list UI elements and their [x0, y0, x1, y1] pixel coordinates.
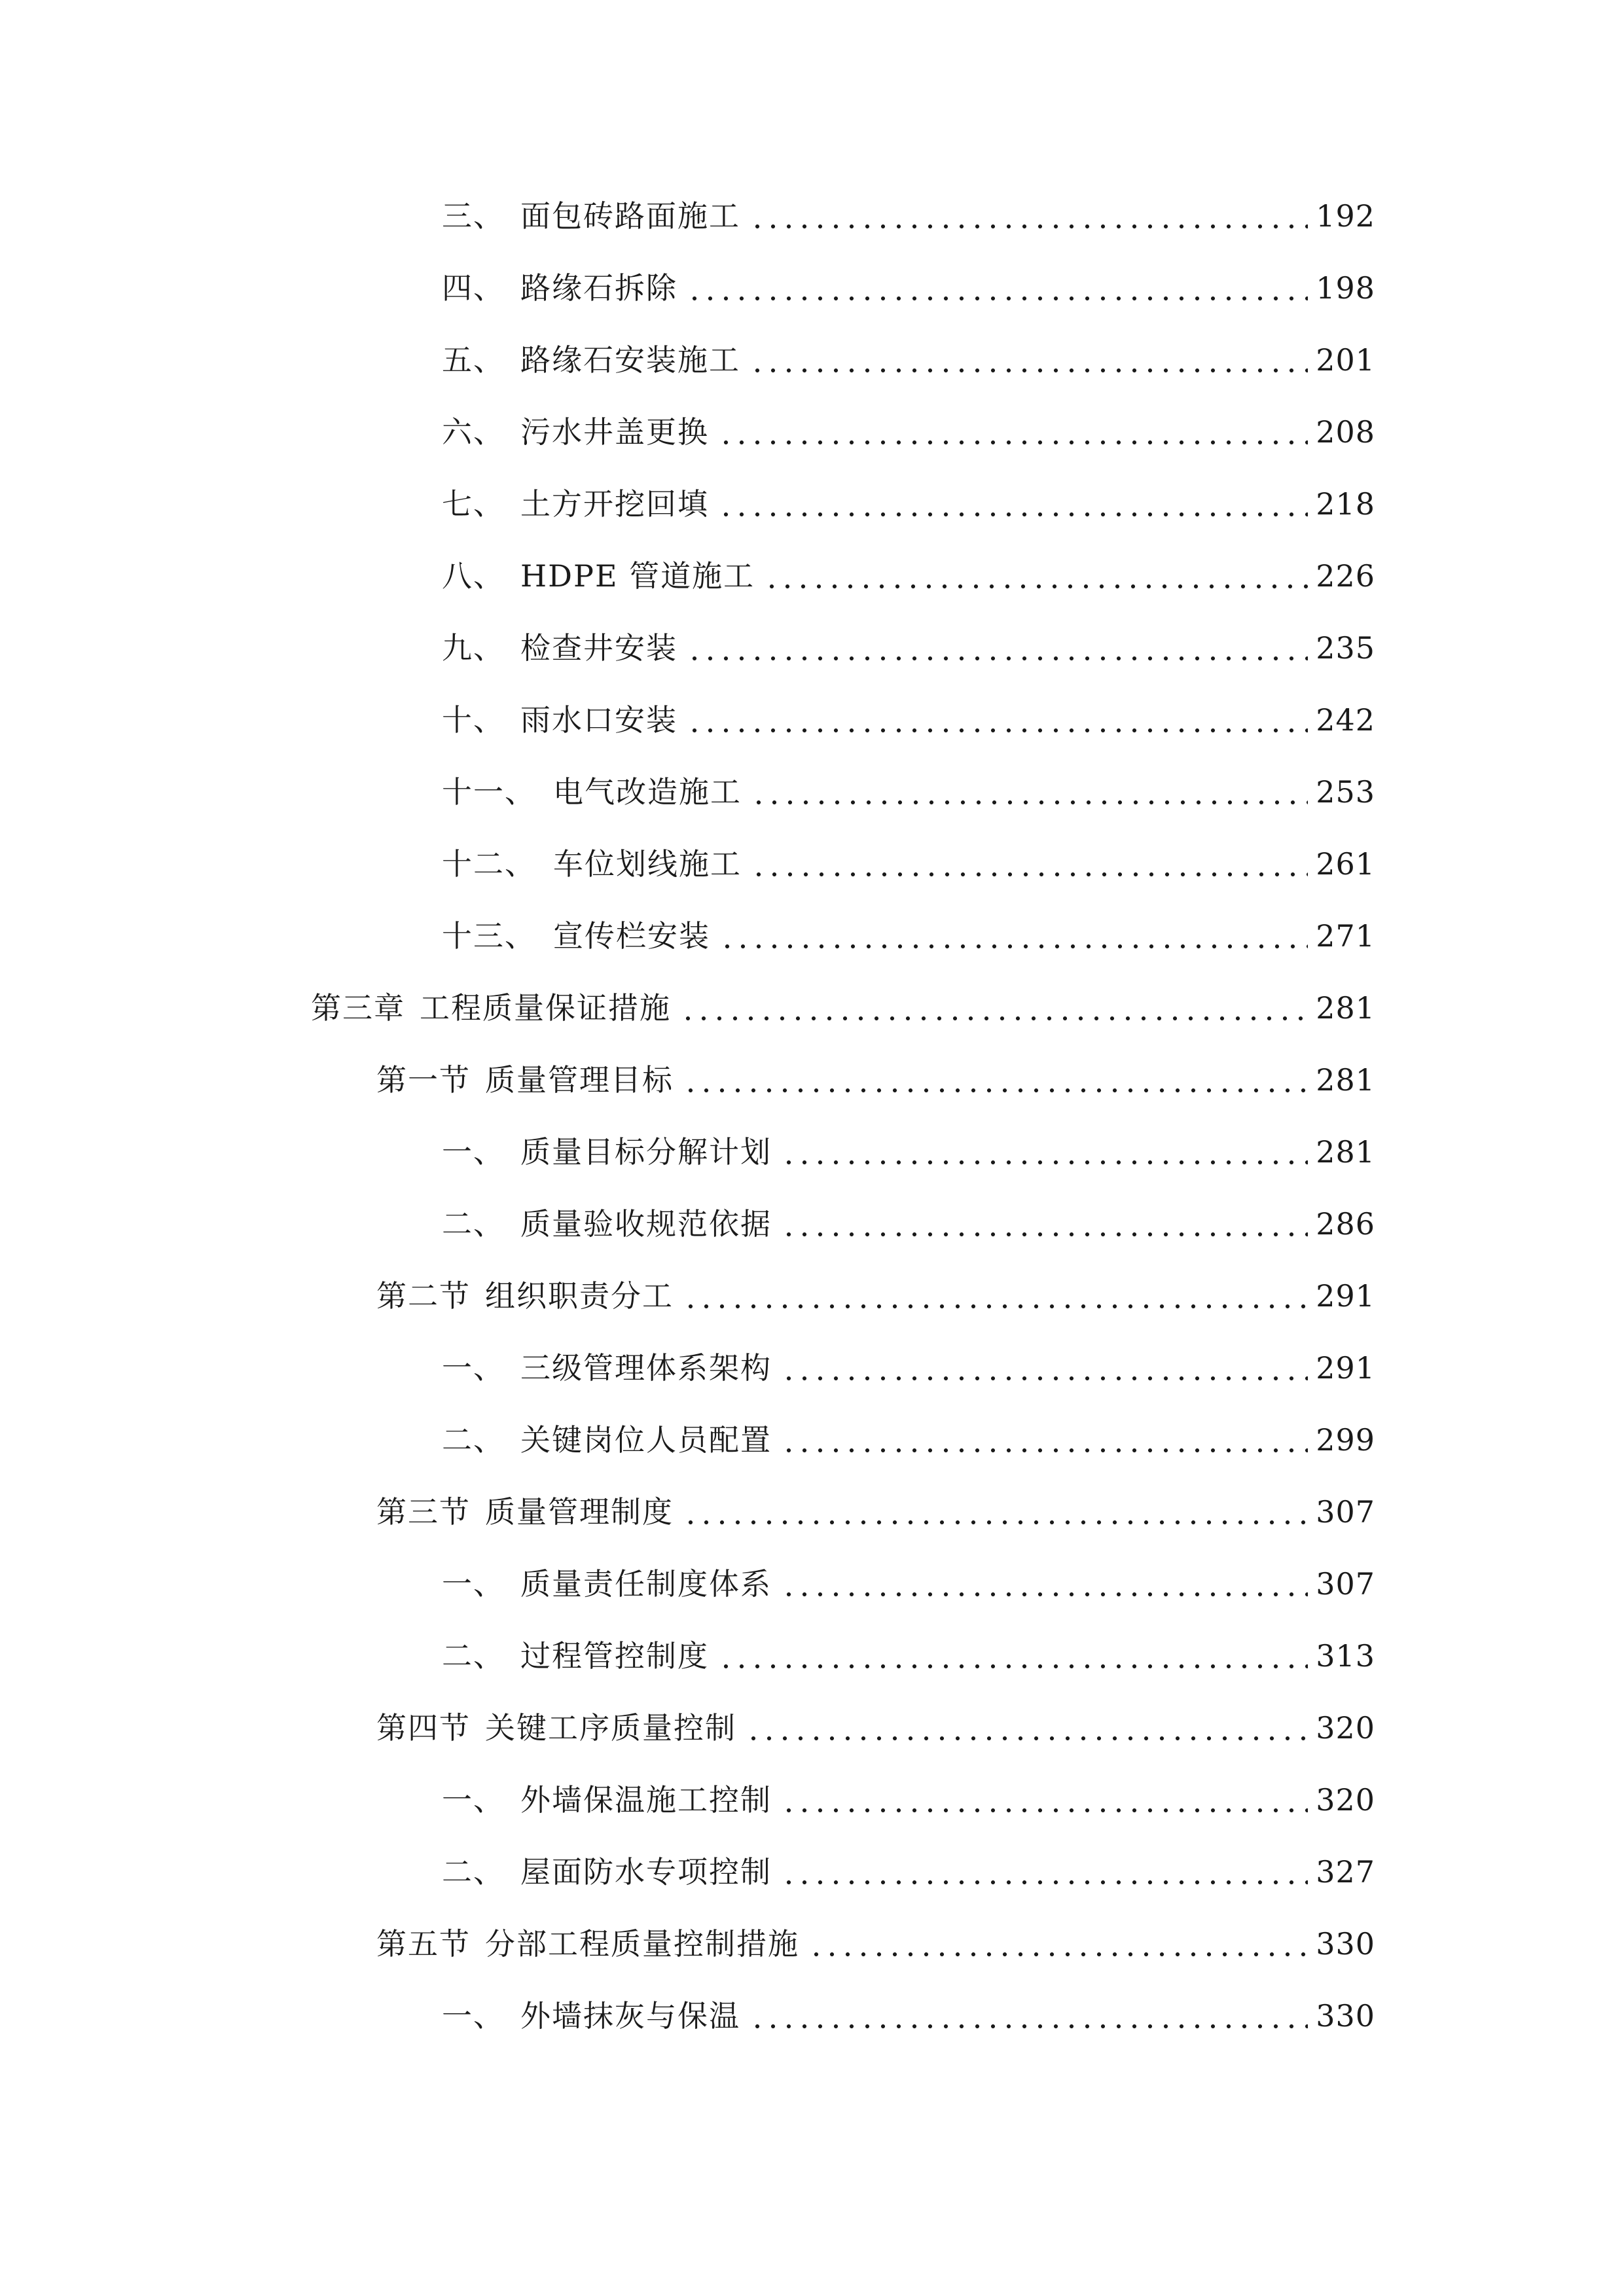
- toc-section-entry[interactable]: [376, 1702, 1375, 1754]
- toc-section-entry[interactable]: [376, 1486, 1375, 1538]
- dot-leader: [751, 872, 1308, 877]
- toc-entry-title: 过程管控制度: [520, 1638, 709, 1674]
- toc-entry-title: HDPE 管道施工: [520, 558, 755, 594]
- toc-entry-number: 十三、: [442, 918, 536, 954]
- toc-entry-title: 宣传栏安装: [553, 918, 710, 954]
- dot-leader: [808, 1952, 1308, 1957]
- toc-entry-page: 198: [1316, 270, 1375, 306]
- toc-section-entry[interactable]: [376, 1270, 1375, 1322]
- toc-entry-page: 235: [1316, 630, 1375, 666]
- dot-leader: [718, 512, 1308, 517]
- toc-entry[interactable]: [442, 1126, 1375, 1178]
- toc-entry-page: 307: [1316, 1566, 1375, 1602]
- toc-entry[interactable]: [442, 1414, 1375, 1466]
- toc-entry-page: 226: [1316, 558, 1375, 594]
- toc-entry-page: 286: [1316, 1206, 1375, 1242]
- toc-entry-page: 271: [1316, 918, 1375, 954]
- dot-leader: [751, 800, 1308, 805]
- dot-leader: [718, 1664, 1308, 1669]
- toc-entry[interactable]: [442, 1342, 1375, 1394]
- toc-entry-title: 屋面防水专项控制: [520, 1854, 772, 1890]
- toc-entry[interactable]: [442, 478, 1375, 530]
- toc-entry-title: 工程质量保证措施: [420, 990, 671, 1026]
- dot-leader: [781, 1592, 1308, 1597]
- toc-entry-title: 分部工程质量控制措施: [485, 1926, 799, 1962]
- toc-entry[interactable]: [442, 1990, 1375, 2042]
- toc-entry-title: 质量管理制度: [485, 1494, 674, 1530]
- toc-entry-title: 外墙抹灰与保温: [520, 1998, 740, 2034]
- toc-entry-number: 五、: [442, 342, 505, 378]
- toc-entry-title: 关键工序质量控制: [485, 1710, 736, 1746]
- toc-entry-page: 208: [1316, 414, 1375, 450]
- toc-entry-number: 二、: [442, 1854, 505, 1890]
- toc-entry-title: 质量责任制度体系: [520, 1566, 772, 1602]
- dot-leader: [749, 368, 1308, 373]
- toc-entry-number: 第三章: [311, 990, 405, 1026]
- toc-section-entry[interactable]: [376, 1918, 1375, 1970]
- dot-leader: [764, 584, 1308, 589]
- toc-entry-number: 一、: [442, 1566, 505, 1602]
- toc-entry-number: 一、: [442, 1998, 505, 2034]
- toc-entry-page: 253: [1316, 774, 1375, 810]
- dot-leader: [781, 1880, 1308, 1885]
- toc-entry-title: 质量目标分解计划: [520, 1134, 772, 1170]
- toc-entry-page: 201: [1316, 342, 1375, 378]
- toc-entry-title: 质量验收规范依据: [520, 1206, 772, 1242]
- toc-entry-title: 外墙保温施工控制: [520, 1782, 772, 1818]
- toc-entry-page: 299: [1316, 1422, 1375, 1458]
- toc-entry-title: 三级管理体系架构: [520, 1350, 772, 1386]
- toc-entry-page: 291: [1316, 1278, 1375, 1314]
- toc-entry[interactable]: [442, 910, 1375, 962]
- toc-entry-number: 第四节: [376, 1710, 471, 1746]
- toc-entry-title: 雨水口安装: [520, 702, 677, 738]
- dot-leader: [781, 1376, 1308, 1381]
- toc-entry[interactable]: [442, 1558, 1375, 1610]
- dot-leader: [781, 1448, 1308, 1453]
- toc-section-entry[interactable]: [376, 1054, 1375, 1106]
- toc-entry-number: 三、: [442, 198, 505, 234]
- toc-entry-page: 330: [1316, 1926, 1375, 1962]
- toc-entry-page: 281: [1316, 990, 1375, 1026]
- toc-entry-page: 320: [1316, 1710, 1375, 1746]
- toc-entry[interactable]: [442, 334, 1375, 386]
- toc-entry[interactable]: [442, 406, 1375, 458]
- dot-leader: [781, 1160, 1308, 1165]
- toc-entry[interactable]: [442, 694, 1375, 746]
- toc-entry-page: 192: [1316, 198, 1375, 234]
- toc-entry[interactable]: [442, 1630, 1375, 1682]
- toc-entry-page: 242: [1316, 702, 1375, 738]
- toc-entry-number: 二、: [442, 1422, 505, 1458]
- toc-entry[interactable]: [442, 190, 1375, 242]
- toc-entry-title: 组织职责分工: [485, 1278, 674, 1314]
- dot-leader: [687, 296, 1308, 301]
- dot-leader: [683, 1088, 1308, 1093]
- toc-entry-title: 电气改造施工: [553, 774, 742, 810]
- dot-leader: [749, 2024, 1308, 2029]
- toc-entry-page: 218: [1316, 486, 1375, 522]
- toc-entry-number: 四、: [442, 270, 505, 306]
- toc-chapter-entry[interactable]: [311, 982, 1375, 1034]
- toc-entry-number: 第二节: [376, 1278, 471, 1314]
- toc-entry[interactable]: [442, 262, 1375, 314]
- toc-entry-page: 330: [1316, 1998, 1375, 2034]
- toc-entry-number: 一、: [442, 1782, 505, 1818]
- dot-leader: [680, 1016, 1308, 1021]
- dot-leader: [687, 656, 1308, 661]
- toc-entry-title: 污水井盖更换: [520, 414, 709, 450]
- toc-entry-number: 七、: [442, 486, 505, 522]
- toc-entry-number: 二、: [442, 1638, 505, 1674]
- toc-entry-title: 车位划线施工: [553, 846, 742, 882]
- toc-entry[interactable]: [442, 838, 1375, 890]
- toc-entry-number: 一、: [442, 1134, 505, 1170]
- toc-entry[interactable]: [442, 766, 1375, 818]
- toc-entry-page: 281: [1316, 1062, 1375, 1098]
- toc-entry-page: 313: [1316, 1638, 1375, 1674]
- toc-entry-title: 检查井安装: [520, 630, 677, 666]
- toc-entry-number: 九、: [442, 630, 505, 666]
- toc-entry-page: 307: [1316, 1494, 1375, 1530]
- toc-entry-number: 十一、: [442, 774, 536, 810]
- dot-leader: [718, 440, 1308, 445]
- toc-entry-title: 路缘石拆除: [520, 270, 677, 306]
- toc-entry-page: 320: [1316, 1782, 1375, 1818]
- toc-entry-number: 第三节: [376, 1494, 471, 1530]
- toc-entry-title: 面包砖路面施工: [520, 198, 740, 234]
- toc-entry-page: 291: [1316, 1350, 1375, 1386]
- toc-entry-number: 十、: [442, 702, 505, 738]
- toc-entry-page: 281: [1316, 1134, 1375, 1170]
- toc-entry-number: 第一节: [376, 1062, 471, 1098]
- toc-entry-number: 六、: [442, 414, 505, 450]
- dot-leader: [687, 728, 1308, 733]
- toc-entry[interactable]: [442, 1774, 1375, 1826]
- toc-entry-number: 八、: [442, 558, 505, 594]
- dot-leader: [781, 1808, 1308, 1813]
- toc-entry-title: 关键岗位人员配置: [520, 1422, 772, 1458]
- toc-entry-title: 路缘石安装施工: [520, 342, 740, 378]
- toc-entry[interactable]: [442, 1846, 1375, 1898]
- dot-leader: [781, 1232, 1308, 1237]
- toc-entry-number: 第五节: [376, 1926, 471, 1962]
- toc-entry-number: 二、: [442, 1206, 505, 1242]
- toc-entry-number: 一、: [442, 1350, 505, 1386]
- toc-entry[interactable]: [442, 622, 1375, 674]
- toc-entry-title: 土方开挖回填: [520, 486, 709, 522]
- toc-entry-title: 质量管理目标: [485, 1062, 674, 1098]
- toc-entry-page: 261: [1316, 846, 1375, 882]
- toc-entry[interactable]: [442, 550, 1375, 602]
- dot-leader: [683, 1304, 1308, 1309]
- dot-leader: [683, 1520, 1308, 1525]
- toc-entry[interactable]: [442, 1198, 1375, 1250]
- dot-leader: [749, 224, 1308, 229]
- dot-leader: [719, 944, 1308, 949]
- toc-entry-number: 十二、: [442, 846, 536, 882]
- dot-leader: [746, 1736, 1308, 1741]
- toc-entry-page: 327: [1316, 1854, 1375, 1890]
